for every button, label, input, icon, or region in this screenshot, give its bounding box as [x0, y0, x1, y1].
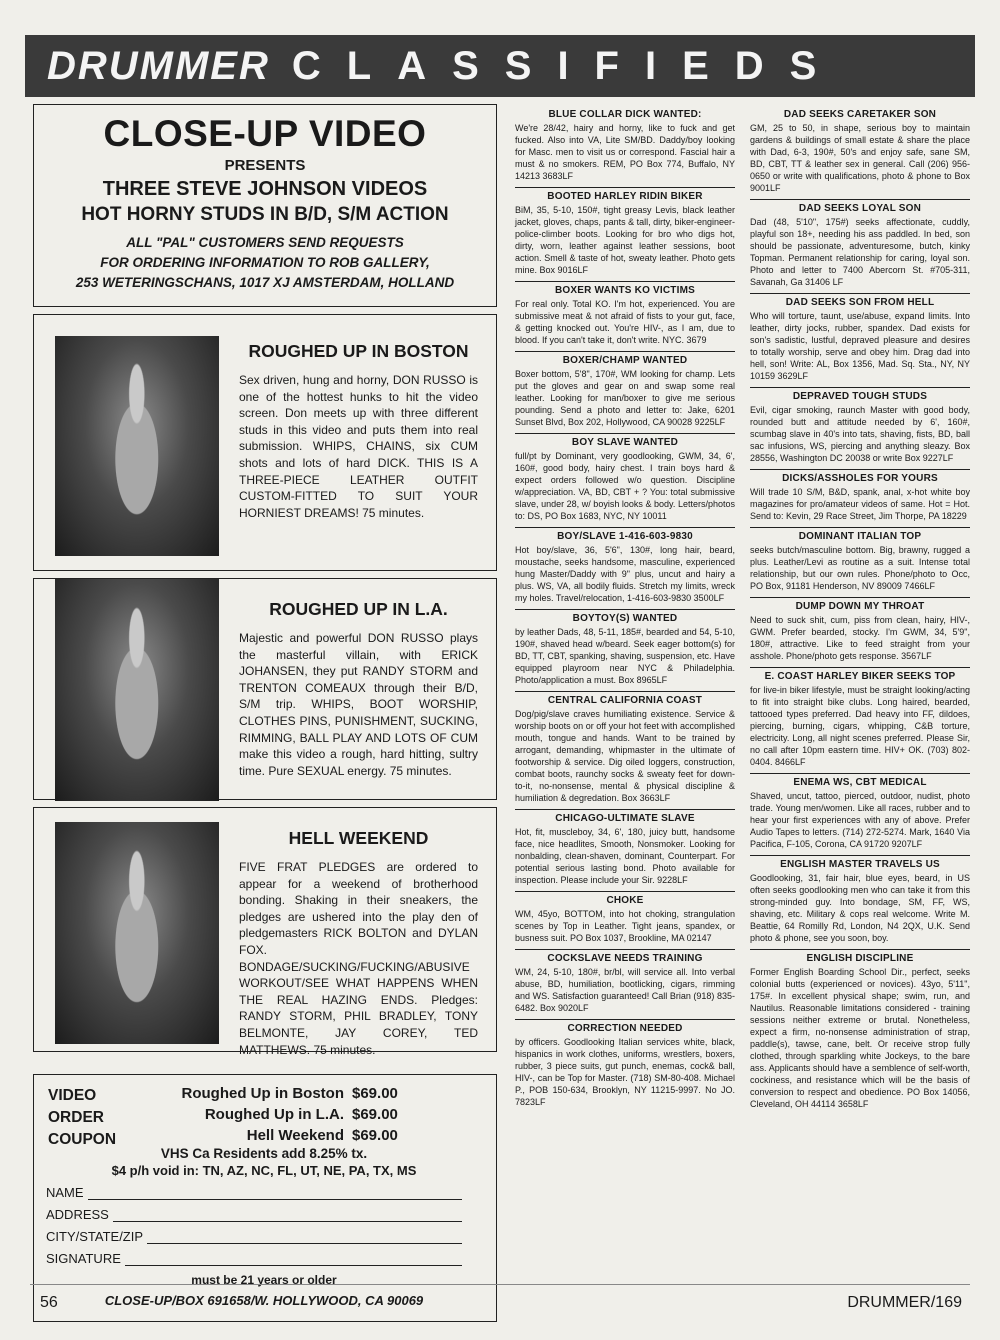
classified-ad-title: CHICAGO-ULTIMATE SLAVE [555, 813, 695, 824]
classified-ad-body: Hot, fit, muscleboy, 34, 6', 180, juicy butt, handsome face, nice headlites, Smooth, Nonsmoker. Looking for nonbalding, clean-shaven, dominant, Counterpart. For potential serious lasting bond. Photo available for inspection. Please include your Sir. 9228LF [515, 827, 735, 885]
classified-ad [515, 281, 735, 351]
classified-ad-body: BiM, 35, 5-10, 150#, tight greasy Levis, black leather jacket, gloves, chaps, pants & tall, dirty, biker-engineer-police-climber boots. Looking for bro who digs hot, dirty, worn, leather against leather sessions, boot action. Smell & taste of hot, sweaty leather. Photo gets mine. Box 9016LF [515, 205, 735, 275]
signature-field[interactable] [46, 1248, 482, 1266]
banner-classifieds: CLASSIFIEDS [291, 43, 843, 88]
mailing-address: CLOSE-UP/BOX 691658/W. HOLLYWOOD, CA 90069 [104, 1293, 424, 1308]
classified-ad [750, 773, 970, 855]
coupon-item-name: Hell Weekend [246, 1127, 344, 1144]
coupon-vhs-tax: VHS Ca Residents add 8.25% tx. [160, 1146, 368, 1161]
classified-ad-body: Hot boy/slave, 36, 5'6", 130#, long hair, beard, moustache, seeks handsome, masculine, experienced hung Master/Daddy with 9" plus, uncut and hairy a plus. WS, VA, all bodily fluids. Stretch my limits, wreck my holes. Travel/relocation, 1-416-603-9830 3500LF [515, 545, 735, 603]
age-requirement: must be 21 years or older [191, 1273, 337, 1287]
promo-title-hell-weekend: HELL WEEKEND [288, 828, 429, 848]
classified-ad [515, 433, 735, 527]
classified-ad [515, 527, 735, 609]
classified-ad [750, 106, 970, 199]
classified-ad-title: DAD SEEKS CARETAKER SON [783, 109, 937, 120]
promo-body-hell-weekend: FIVE FRAT PLEDGES are ordered to appear for a weekend of brotherhood bonding. Shaking in their sneakers, the pledges are ushered into the play den of pledgemasters RICK BOLTON and DYLAN FOX. BONDAGE/SUCKING/FUCKING/ABUSIVE WORKOUT/SEE WHAT HAPPENS WHEN THE REAL HAZING ENDS. Pledges: RANDY STORM, PHIL BRADLEY, TONY BELMONTE, JAY COREY, TED MATTHEWS. 75 minutes. [239, 860, 478, 1057]
classified-ad [515, 949, 735, 1019]
coupon-item-name: Roughed Up in L.A. [204, 1106, 344, 1123]
coupon-label-order: ORDER [48, 1109, 104, 1126]
classified-ad-title: DEPRAVED TOUGH STUDS [792, 391, 928, 402]
classified-ad [515, 351, 735, 433]
name-field[interactable] [46, 1182, 482, 1200]
classified-ad [750, 199, 970, 293]
promo-la [33, 578, 497, 800]
classified-ad [515, 809, 735, 891]
coupon-items [142, 1083, 482, 1146]
classified-ad-body: We're 28/42, hairy and horny, like to fuck and get fucked. Also into VA, Lite SM/BD. Daddy/boy looking for Masc. men to visit us or correspond. Fascial hair a must & no smokers. REM, PO Box 774, Buffalo, NY 14213 3683LF [515, 123, 735, 181]
classified-ad-title: ENGLISH MASTER TRAVELS US [780, 859, 940, 870]
promo-photo-boston [55, 336, 219, 556]
classified-ad-body: Boxer bottom, 5'8", 170#, WM looking for champ. Lets put the gloves and gear on and swap some real leather. Looking for man/boxer to give me serious pounding. Send a photo and letter to: Jake, 6201 Sunset Blvd, Box 202, Hollywood, CA 90028 9225LF [515, 369, 735, 427]
address-label: ADDRESS [46, 1207, 109, 1222]
city-state-zip-field[interactable] [46, 1226, 482, 1244]
classified-ad-title: BOY/SLAVE 1-416-603-9830 [557, 531, 693, 542]
classified-ad-title: BOXER WANTS KO VICTIMS [555, 285, 695, 296]
classified-ad-body: seeks butch/masculine bottom. Big, brawny, rugged a plus. Leather/Levi as routine as a suit. Intense total relationship, but our own rules. Phone/photo to Occ, PO Box, 91181 Henderson, NV 89009 7466LF [750, 545, 970, 591]
classified-ad-title: DUMP DOWN MY THROAT [795, 601, 925, 612]
classified-ad [515, 691, 735, 809]
classified-ad-body: Goodlooking, 31, fair hair, blue eyes, beard, in US often seeks goodlooking men who can take it from this strong-minded guy. Into bondage, SM, FF, WS, shaving, etc. Military & cops real welcome. Write M. Beattie, 64 Romilly Rd, London, N4 2QX, U.K. Send photo & phone, see you soon, boy. [750, 873, 970, 943]
classified-ad-body: Dog/pig/slave craves humiliating existence. Service & worship boots on or off your hot feet with accomplished mouth, tongue and hands. Want to be trained by arrogant, demanding, whipmaster in the ultimate of footworship & service. Dig oiled loggers, construction, combat boots, raunchy socks & sweaty feet for down-to-it, no-nonsense, mental & physical discipline & humiliation & degredation. Box 3663LF [515, 709, 735, 803]
classified-ad [515, 609, 735, 691]
coupon-label [48, 1085, 116, 1151]
classified-ad [750, 293, 970, 387]
coupon-item[interactable] [142, 1083, 482, 1104]
classified-ad-title: BOOTED HARLEY RIDIN BIKER [547, 191, 703, 202]
city-state-zip-label: CITY/STATE/ZIP [46, 1229, 144, 1244]
classified-ad-title: DAD SEEKS SON FROM HELL [785, 297, 935, 308]
hero-note [34, 233, 496, 293]
classified-ad-title: CENTRAL CALIFORNIA COAST [547, 695, 703, 706]
classified-ad [515, 891, 735, 949]
coupon-item-name: Roughed Up in Boston [181, 1085, 344, 1102]
classified-ad-title: BLUE COLLAR DICK WANTED: [548, 109, 702, 120]
classified-ad-body: Will trade 10 S/M, B&D, spank, anal, x-hot white boy magazines for pro/amateur videos of same. Hot = Hot. Send to: Kevin, 29 Race Street, Jim Thorpe, PA 18229 [750, 487, 970, 521]
classified-ad-title: BOY SLAVE WANTED [571, 437, 679, 448]
banner-drummer: DRUMMER [47, 43, 270, 88]
classified-ad-body: Former English Boarding School Dir., perfect, seeks colonial butts (experienced or novices). 43yo, 5'11", 175#. In excellent physical shape; swim, run, and Nautilus. Reasonable limitations considered - training sessions neither extreme or brutal. Nonetheless, expect a firm, no-nonsense administration of strap, paddle(s), tawse, cane, belt. Or receive strop fully clothed, through sparkling white Jockeys, to the bare ass. Applicants should have a semblence of self-worth, cockiness, and resistance which will be the basis of conversion to respect and obedience. PO Box 14056, Cleveland, OH 44114 3658LF [750, 967, 970, 1109]
classified-ad-body: Shaved, uncut, tattoo, pierced, outdoor, nudist, photo trade. Young men/women. Like all races, rubber and to hear your first experiences with any of above. Prefer Audio Tapes to letters. (714) 272-5274. Mark, 1640 Via Pacifica, F-105, Corona, CA 91720 9207LF [750, 791, 970, 849]
classified-ad-body: by officers. Goodlooking Italian services white, black, hispanics in work clothes, uniforms, wrestlers, boxers, rubber, 3 piece suits, gut punch, enemas, cock& ball, HIV-, can be Top for Master. (718) SM-80-408. Michael P., POB 150-634, Brooklyn, NY 11215-9997. No JO. 7823LF [515, 1037, 735, 1107]
classified-ad [750, 855, 970, 949]
classified-ad-title: COCKSLAVE NEEDS TRAINING [547, 953, 703, 964]
promo-boston [33, 314, 497, 571]
classified-ad [750, 387, 970, 469]
hero-note-2: FOR ORDERING INFORMATION TO ROB GALLERY, [100, 255, 430, 270]
classified-ad [750, 667, 970, 773]
promo-photo-la [55, 579, 219, 801]
classified-ad-body: Who will torture, taunt, use/abuse, expand limits. Into leather, dirty jocks, rubber, spandex. Dad exists for son's sadistic, lustful, depraved pleasure and desires to totally worship, serve and obey him. Drag dad into hell, son! Write: AL, Box 1356, Mad. Sq. Sta., NY, NY 10159 3629LF [750, 311, 970, 381]
page-number: 56 [40, 1294, 58, 1311]
classified-ad-title: CHOKE [606, 895, 644, 906]
classified-ad-body: Dad (48, 5'10", 175#) seeks affectionate, cuddly, playful son 18+, needing his ass paddled. In bed, son should be passionate, adventuresome, butch, kinky Topman. Permanent relationship for caring, loyal son. Photo and letter to 7400 Abercorn St. #705-311, Savanah, Ga 31406 LF [750, 217, 970, 287]
hero-line2: HOT HORNY STUDS IN B/D, S/M ACTION [81, 204, 449, 225]
classified-ad-body: by leather Dads, 48, 5-11, 185#, bearded and 54, 5-10, 190#, shaved head w/beard. Seek eager bottom(s) for BD, TT, CBT, spanking, shaving, suspension, etc. Have equipped playroom near NYC & Philadelphia. Photo/application a must. Box 8965LF [515, 627, 735, 685]
coupon-item-price: $69.00 [352, 1127, 398, 1144]
classified-ad-title: E. COAST HARLEY BIKER SEEKS TOP [764, 671, 956, 682]
coupon-item-price: $69.00 [352, 1085, 398, 1102]
coupon-label-video: VIDEO [48, 1087, 97, 1104]
classified-ad [750, 527, 970, 597]
classified-ad-title: DOMINANT ITALIAN TOP [798, 531, 922, 542]
hero-box [33, 104, 497, 307]
classified-ad-title: BOXER/CHAMP WANTED [562, 355, 688, 366]
hero-note-3: 253 WETERINGSCHANS, 1017 XJ AMSTERDAM, HOLLAND [75, 275, 455, 290]
classifieds-column-1 [515, 106, 735, 1113]
hero-line1: THREE STEVE JOHNSON VIDEOS [102, 178, 428, 200]
classified-ad-body: WM, 24, 5-10, 180#, br/bl, will service all. Into verbal abuse, BD, humiliation, bootlicking, cigars, rimming and WS. Satisfaction guaranteed! Call Brian (918) 835-6482. Box 9020LF [515, 967, 735, 1013]
promo-photo-hell-weekend [55, 822, 219, 1044]
classified-ad [750, 469, 970, 527]
coupon-item-price: $69.00 [352, 1106, 398, 1123]
classified-ad [515, 106, 735, 187]
name-label: NAME [46, 1185, 84, 1200]
footer-rule [30, 1284, 970, 1285]
classifieds-column-2 [750, 106, 970, 1115]
coupon-item[interactable] [142, 1125, 482, 1146]
classified-ad-title: CORRECTION NEEDED [567, 1023, 683, 1034]
classified-ad-body: For real only. Total KO. I'm hot, experienced. You are submissive meat & not afraid of fists to your gut, face, & getting knocked out. You're HIV-, as I am, due to blood. If you can't take it, don't write. NYC. 3679 [515, 299, 735, 345]
classified-ad [515, 187, 735, 281]
coupon-item[interactable] [142, 1104, 482, 1125]
promo-title-boston: ROUGHED UP IN BOSTON [248, 341, 469, 361]
address-field[interactable] [46, 1204, 482, 1222]
hero-note-1: ALL "PAL" CUSTOMERS SEND REQUESTS [126, 235, 404, 250]
classified-ad-body: Evil, cigar smoking, raunch Master with good body, rounded butt and attitude needed by 6', 160#, scumbag slave in 40's into tats, shaving, fists, BD, ball sac infusions, WS, piercing and anything sleazy. Box 28556, Washington DC 20038 or write Box 9227LF [750, 405, 970, 463]
hero-presents: PRESENTS [224, 157, 306, 174]
classified-ad-title: DAD SEEKS LOYAL SON [798, 203, 922, 214]
promo-hell-weekend [33, 807, 497, 1057]
classified-ad-body: Need to suck shit, cum, piss from clean, hairy, HIV-, GWM. Prefer bearded, stocky. I'm GWM, 34, 5'9", 180#, attractive. Like to feed straight from your asshole. Phone/photo gets response. 3567LF [750, 615, 970, 661]
classified-ad-title: ENGLISH DISCIPLINE [806, 953, 914, 964]
classified-ad-title: DICKS/ASSHOLES FOR YOURS [782, 473, 938, 484]
close-up-video-ad [33, 104, 497, 1322]
coupon-label-coupon: COUPON [48, 1131, 117, 1148]
promo-body-boston: Sex driven, hung and horny, DON RUSSO is one of the hottest hunks to hit the video screen. Don meets up with three different studs in this video and puts them into real submission. WHIPS, CHAINS, six CUM shots and lots of hard DICK. THIS IS A THREE-PIECE LEATHER OUTFIT CUSTOM-FITTED TO SUIT YOUR HORNIEST DREAMS! 75 minutes. [239, 373, 478, 520]
issue-label: DRUMMER/169 [847, 1294, 962, 1311]
classified-ad [515, 1019, 735, 1113]
promo-body-la: Majestic and powerful DON RUSSO plays the masterful villain, with ERICK JOHANSEN, they put RANDY STORM and TRENTON COMEAUX through their B/D, S/M trip. WHIPS, BOOT WORSHIP, CLOTHES PINS, PUNISHMENT, SUCKING, RIMMING, BALL PLAY AND LOTS OF CUM make this video a rough, hard hitting, sultry time. Pure SEXUAL energy. 75 minutes. [239, 631, 478, 778]
classified-ad-body: for live-in biker lifestyle, must be straight looking/acting to fit into straight bike clubs. Long haired, bearded, tattooed types preferred. Dad heavy into FF, dildoes, piercing, burning, cigars, whipping, C&B torture, electricity. Long, all night scenes preferred. Please Sir, no call after 10pm eastern time. HIV+ OK. (703) 802-0404. 8466LF [750, 685, 970, 767]
promo-title-la: ROUGHED UP IN L.A. [269, 599, 448, 619]
coupon-shipping: $4 p/h void in: TN, AZ, NC, FL, UT, NE, PA, TX, MS [111, 1163, 417, 1178]
signature-label: SIGNATURE [46, 1251, 121, 1266]
classifieds-banner [25, 35, 975, 97]
classified-ad [750, 597, 970, 667]
classified-ad-body: GM, 25 to 50, in shape, serious boy to maintain gardens & buildings of small estate & share the place with Dad, 6-3, 190#, 50's and enjoy safe, sane SM, BD, CBT, TT & leather sex in general. Call (206) 956-0650 or write with qualifications, photo & phone to Box 9001LF [750, 123, 970, 193]
classified-ad-body: WM, 45yo, BOTTOM, into hot choking, strangulation scenes by Top in Leather. Tight jeans, spandex, or busness suit. PO Box 1037, Brookline, MA 02147 [515, 909, 735, 943]
classified-ad-body: full/pt by Dominant, very goodlooking, GWM, 34, 6', 160#, good body, hairy chest. I train boys hard & expect orders followed w/o question. Discipline w/appreciation. VA, BD, CBT + ? You: total submissive slave, under 28, w/ boyish looks & body. Letters/photos to: DS, PO Box 1683, NYC, NY 10011 [515, 451, 735, 521]
hero-title: CLOSE-UP VIDEO [103, 113, 427, 154]
classified-ad [750, 949, 970, 1115]
classified-ad-title: BOYTOY(S) WANTED [572, 613, 678, 624]
classified-ad-title: ENEMA WS, CBT MEDICAL [793, 777, 927, 788]
